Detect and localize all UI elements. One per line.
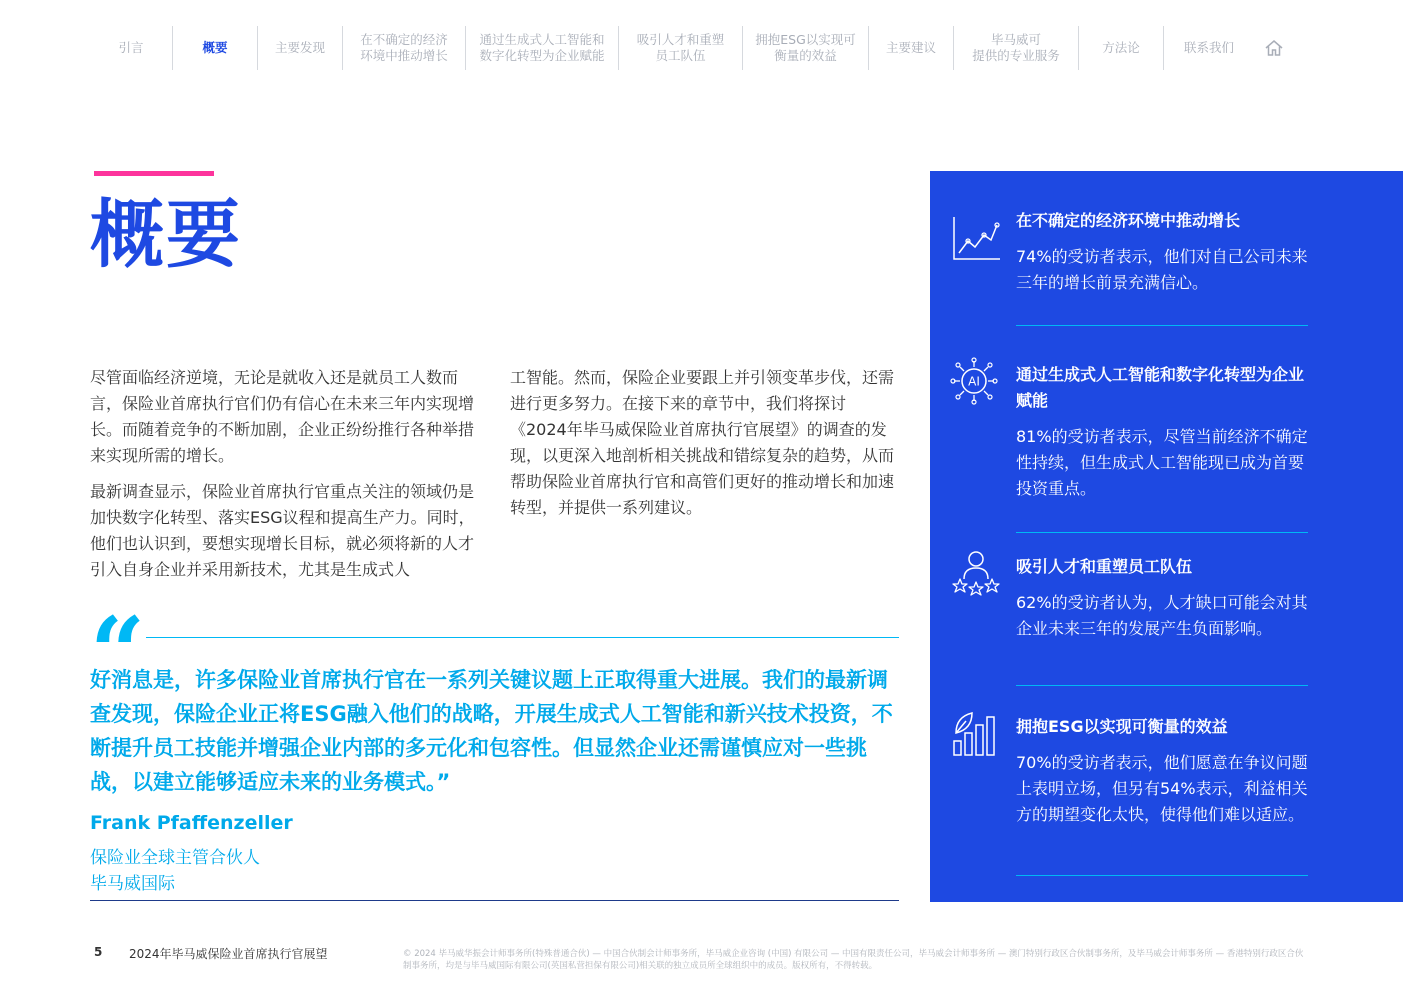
nav-tab-intro[interactable]: 引言 bbox=[118, 40, 144, 55]
stat-divider bbox=[1016, 875, 1308, 876]
nav-tab-genai[interactable]: 通过生成式人工智能和 数字化转型为企业赋能 bbox=[479, 32, 605, 63]
talent-stars-icon bbox=[950, 549, 1002, 601]
top-nav bbox=[90, 24, 1330, 72]
quote-author-role bbox=[90, 845, 260, 897]
stat-title: 吸引人才和重塑员工队伍 bbox=[1016, 557, 1193, 576]
stat-text: 70%的受访者表示，他们愿意在争议问题上表明立场，但另有54%表示，利益相关方的期望变化太快，使得他们难以适应。 bbox=[1016, 753, 1308, 824]
nav-tab-recommendations[interactable]: 主要建议 bbox=[885, 40, 936, 55]
nav-tab-key-findings[interactable]: 主要发现 bbox=[274, 40, 325, 55]
footer-report-title: 2024年毕马威保险业首席执行官展望 bbox=[129, 947, 328, 961]
growth-chart-icon bbox=[950, 213, 1002, 265]
body-column-left bbox=[90, 365, 482, 593]
nav-tab-talent[interactable]: 吸引人才和重塑 员工队伍 bbox=[636, 32, 725, 63]
nav-tab-growth[interactable]: 在不确定的经济 环境中推动增长 bbox=[360, 32, 448, 63]
key-stats-panel bbox=[930, 171, 1403, 902]
nav-tab-services[interactable]: 毕马威可 提供的专业服务 bbox=[972, 32, 1060, 63]
body-paragraph: 最新调查显示，保险业首席执行官重点关注的领域仍是加快数字化转型、落实ESG议程和提高生产力。同时，他们也认识到，要想实现增长目标，就必须将新的人才引入自身企业并采用新技术，尤其是生成式人 bbox=[90, 482, 475, 579]
quote-role-line: 保险业全球主管合伙人 bbox=[90, 848, 260, 868]
stat-text: 74%的受访者表示，他们对自己公司未来三年的增长前景充满信心。 bbox=[1016, 247, 1308, 292]
nav-tab-contact[interactable]: 联系我们 bbox=[1183, 40, 1234, 55]
nav-tab-summary[interactable]: 概要 bbox=[202, 40, 228, 55]
quote-author: Frank Pfaffenzeller bbox=[90, 812, 293, 834]
svg-text:AI: AI bbox=[968, 374, 980, 389]
home-button[interactable] bbox=[1254, 24, 1294, 72]
stat-divider bbox=[1016, 532, 1308, 533]
stat-title: 通过生成式人工智能和数字化转型为企业赋能 bbox=[1016, 365, 1305, 410]
page-number: 5 bbox=[94, 945, 103, 959]
nav-tab-esg[interactable]: 拥抱ESG以实现可 衡量的效益 bbox=[755, 32, 856, 63]
quote-org-line: 毕马威国际 bbox=[90, 874, 175, 894]
esg-bar-leaf-icon bbox=[950, 707, 1002, 759]
footer-legal-text: © 2024 毕马威华振会计师事务所(特殊普通合伙) — 中国合伙制会计师事务所，毕马威企业咨询 (中国) 有限公司 — 中国有限责任公司，毕马威会计师事务所 — 澳门特别行政区合伙制事务所，及毕马威会计师事务所 — 香港特别行政区合伙制事务所，均是与毕马威国际有限公司(英国私营担保有限公司)相关联的独立成员所全球组织中的成员。版权所有，不得转载。 bbox=[403, 949, 1304, 971]
stat-title: 在不确定的经济环境中推动增长 bbox=[1016, 211, 1241, 230]
pull-quote-text: 好消息是，许多保险业首席执行官在一系列关键议题上正取得重大进展。我们的最新调查发现，保险企业正将ESG融入他们的战略，开展生成式人工智能和新兴技术投资，不断提升员工技能并增强企业内部的多元化和包容性。但显然企业还需谨慎应对一些挑战，以建立能够适应未来的业务模式。” bbox=[90, 668, 893, 794]
body-paragraph: 尽管面临经济逆境，无论是就收入还是就员工人数而言，保险业首席执行官们仍有信心在未来三年内实现增长。而随着竞争的不断加剧，企业正纷纷推行各种举措来实现所需的增长。 bbox=[90, 368, 475, 465]
stat-divider bbox=[1016, 325, 1308, 326]
quote-mark-icon: “ bbox=[90, 596, 146, 709]
page-title: 概要 bbox=[90, 192, 242, 278]
body-paragraph: 工智能。然而，保险企业要跟上并引领变革步伐，还需进行更多努力。在接下来的章节中，我们将探讨《2024年毕马威保险业首席执行官展望》的调查的发现，以更深入地剖析相关挑战和错综复杂的趋势，从而帮助保险业首席执行官和高管们更好的推动增长和加速转型，并提供一系列建议。 bbox=[510, 368, 895, 517]
quote-divider bbox=[146, 637, 899, 638]
stat-divider bbox=[1016, 685, 1308, 686]
stat-text: 62%的受访者认为，人才缺口可能会对其企业未来三年的发展产生负面影响。 bbox=[1016, 593, 1308, 638]
quote-bottom-divider bbox=[90, 900, 899, 901]
stat-title: 拥抱ESG以实现可衡量的效益 bbox=[1016, 717, 1228, 736]
ai-chip-icon bbox=[950, 357, 1002, 409]
home-icon bbox=[1264, 39, 1284, 57]
nav-tab-methodology[interactable]: 方法论 bbox=[1102, 40, 1140, 55]
title-accent-bar bbox=[94, 171, 214, 176]
body-column-right bbox=[510, 365, 902, 531]
stat-text: 81%的受访者表示，尽管当前经济不确定性持续，但生成式人工智能现已成为首要投资重点。 bbox=[1016, 427, 1308, 498]
